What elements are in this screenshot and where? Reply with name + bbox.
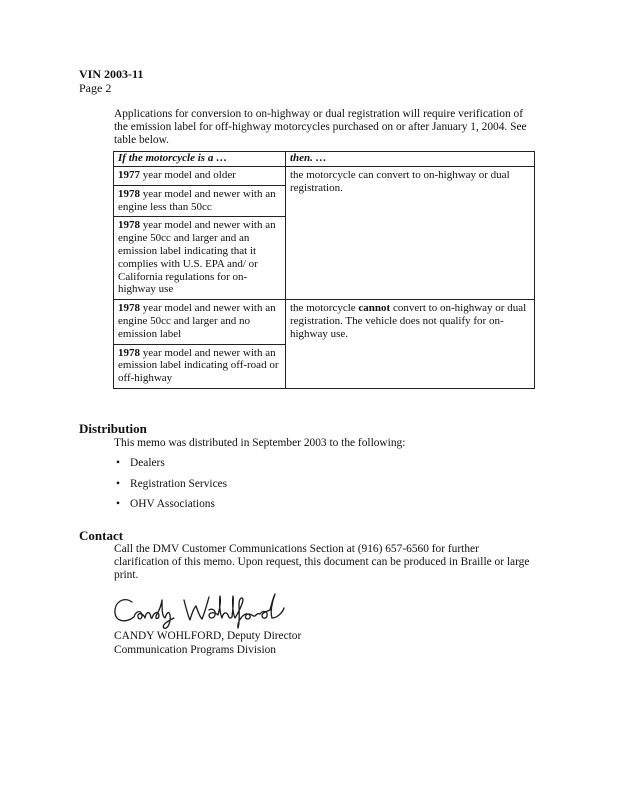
list-item-label: Dealers <box>130 457 165 469</box>
column-header-then: then. … <box>286 152 535 167</box>
condition-cell <box>114 185 286 217</box>
document-id: VIN 2003-11 <box>79 67 144 81</box>
model-year: 1978 <box>118 346 140 359</box>
distribution-heading: Distribution <box>79 421 147 436</box>
signer-name: CANDY WOHLFORD, Deputy Director <box>114 630 302 642</box>
bullet-icon: • <box>116 498 120 510</box>
list-item-label: OHV Associations <box>130 498 215 510</box>
result-cell-can-convert: the motorcycle can convert to on-highway or dual registration. <box>286 167 535 300</box>
result-text-post: convert to on-highway or dual registration. The vehicle does not qualify for on-highway use. <box>290 302 527 340</box>
page-number: Page 2 <box>79 81 112 95</box>
condition-text: year model and newer with an engine less than 50cc <box>118 187 276 213</box>
model-year: 1977 <box>118 169 140 181</box>
handwritten-signature <box>112 588 287 632</box>
result-cell-cannot-convert <box>286 300 535 389</box>
list-item <box>114 497 227 518</box>
signer-block <box>114 630 301 657</box>
condition-cell <box>114 344 286 388</box>
result-emphasis: cannot <box>358 302 391 315</box>
bullet-icon: • <box>116 457 120 469</box>
condition-cell <box>114 217 286 300</box>
distribution-list <box>114 456 227 518</box>
model-year: 1978 <box>118 187 140 200</box>
model-year: 1978 <box>118 219 140 232</box>
list-item <box>114 477 227 498</box>
table-row <box>114 167 535 186</box>
column-header-if: If the motorcycle is a … <box>114 152 286 167</box>
condition-text: year model and newer with an engine 50cc and larger and no emission label <box>118 302 276 340</box>
model-year: 1978 <box>118 302 140 315</box>
condition-text: year model and older <box>140 169 236 181</box>
distribution-text: This memo was distributed in September 2003 to the following: <box>114 437 406 449</box>
table-header-row <box>114 152 535 167</box>
list-item-label: Registration Services <box>130 477 228 490</box>
memo-header <box>79 67 143 95</box>
signer-division: Communication Programs Division <box>114 643 276 656</box>
bullet-icon: • <box>116 477 120 490</box>
contact-text: Call the DMV Customer Communications Section at (916) 657-6560 for further clarification of this memo. Upon request, this document can be produced in Braille or large print. <box>114 543 530 582</box>
condition-cell <box>114 300 286 344</box>
condition-cell <box>114 167 286 186</box>
conversion-table <box>113 151 535 389</box>
table-row <box>114 300 535 344</box>
condition-text: year model and newer with an engine 50cc and larger and an emission label indicating that it complies with U.S. EPA and/ or California regulations for on-highway use <box>118 219 276 296</box>
list-item <box>114 456 227 477</box>
intro-paragraph: Applications for conversion to on-highway or dual registration will require verification of the emission label for off-highway motorcycles purchased on or after January 1, 2004. See table below. <box>114 108 527 147</box>
condition-text: year model and newer with an emission label indicating off-road or off-highway <box>118 346 279 385</box>
contact-heading: Contact <box>79 528 124 543</box>
result-text-pre: the motorcycle <box>290 302 359 315</box>
